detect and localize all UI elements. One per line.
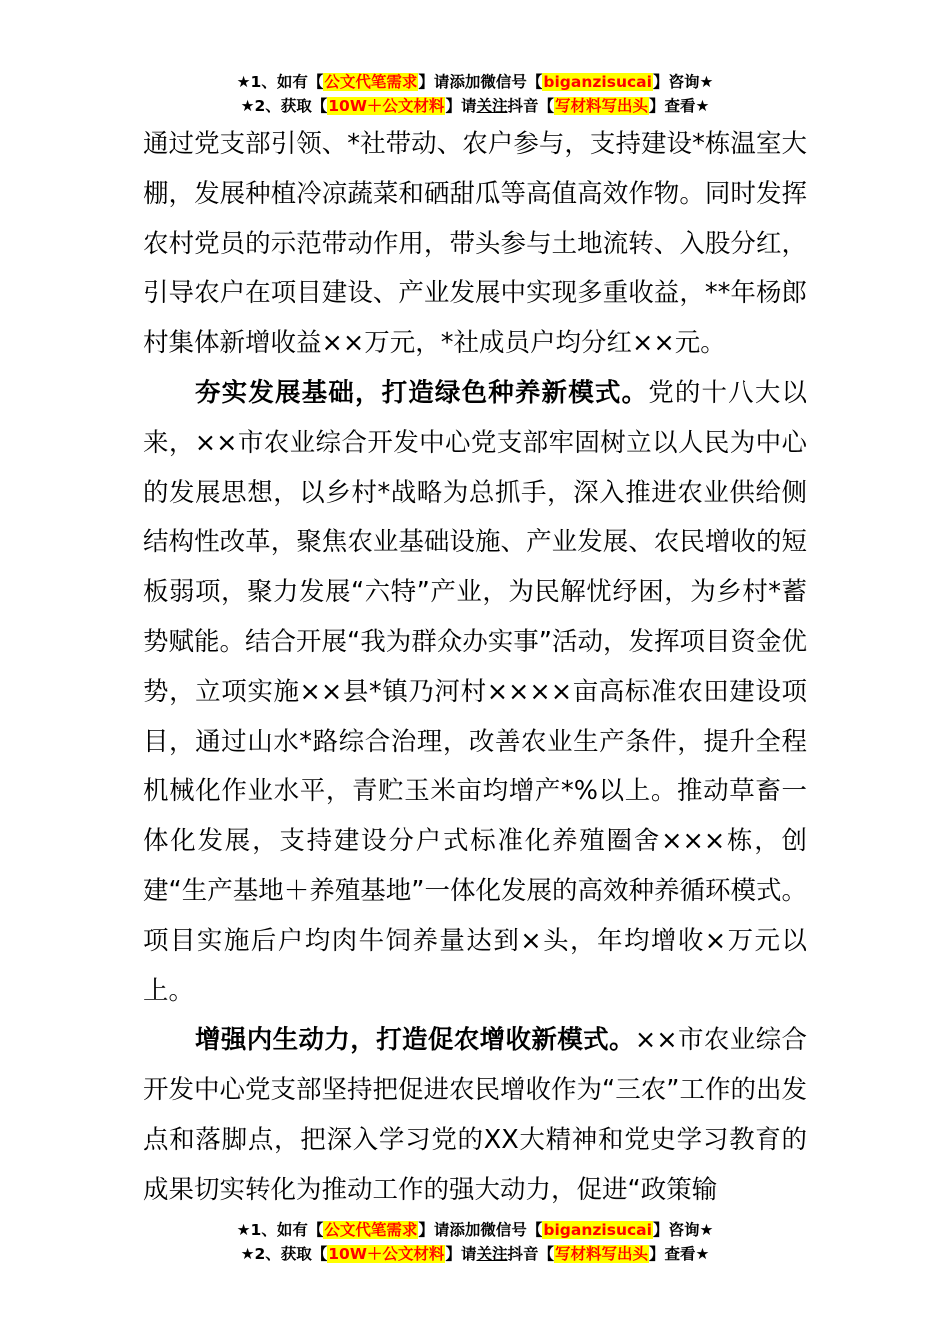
add-emphasis: 添加 — [449, 1221, 481, 1239]
paragraph-3 — [143, 1016, 807, 1215]
header-notice-line-1: ★1、如有【公文代笔需求】请添加微信号【biganzisucai】咨询★ — [236, 73, 714, 91]
follow-emphasis: 关注 — [476, 97, 508, 115]
paragraph-2-heading: 夯实发展基础，打造绿色种养新模式。 — [195, 377, 649, 408]
add-emphasis: 添加 — [449, 73, 481, 91]
offer-highlight: 10W＋公文材料 — [328, 1245, 445, 1263]
document-body — [143, 120, 807, 1216]
header-notice-line-2: ★2、获取【10W＋公文材料】请关注抖音【写材料写出头】查看★ — [240, 97, 710, 115]
paragraph-2-body: 党的十八大以来，××市农业综合开发中心党支部牢固树立以人民为中心的发展思想，以乡村*战略为总抓手，深入推进农业供给侧结构性改革，聚焦农业基础设施、产业发展、农民增收的短板弱项，聚力发展“六特”产业，为民解忧纾困，为乡村*蓄势赋能。结合开展“我为群众办实事”活动，发挥项目资金优势，立项实施××县*镇乃河村××××亩高标准农田建设项目，通过山水*路综合治理，改善农业生产条件，提升全程机械化作业水平，青贮玉米亩均增产*%以上。推动草畜一体化发展，支持建设分户式标准化养殖圈舍×××栋，创建“生产基地＋养殖基地”一体化发展的高效种养循环模式。项目实施后户均肉牛饲养量达到×头，年均增收×万元以上。 — [143, 377, 807, 1006]
offer-highlight: 10W＋公文材料 — [328, 97, 445, 115]
footer-notice — [0, 1218, 950, 1266]
douyin-account: 写材料写出头 — [554, 1245, 648, 1263]
service-highlight: 公文代笔需求 — [324, 73, 418, 91]
footer-notice-line-1: ★1、如有【公文代笔需求】请添加微信号【biganzisucai】咨询★ — [236, 1221, 714, 1239]
paragraph-1: 通过党支部引领、*社带动、农户参与，支持建设*栋温室大棚，发展种植冷凉蔬菜和硒甜瓜等高值高效作物。同时发挥农村党员的示范带动作用，带头参与土地流转、入股分红，引导农户在项目建设、产业发展中实现多重收益，**年杨郎村集体新增收益××万元，*社成员户均分红××元。 — [143, 129, 807, 359]
service-highlight: 公文代笔需求 — [324, 1221, 418, 1239]
wechat-id: biganzisucai — [543, 73, 652, 91]
wechat-id: biganzisucai — [543, 1221, 652, 1239]
paragraph-3-heading: 增强内生动力，打造促农增收新模式。 — [195, 1025, 635, 1056]
paragraph-3-body: ××市农业综合开发中心党支部坚持把促进农民增收作为“三农”工作的出发点和落脚点，把深入学习党的XX大精神和党史学习教育的成果切实转化为推动工作的强大动力，促进“政策输 — [143, 1025, 807, 1205]
paragraph-2 — [143, 369, 807, 1016]
header-notice — [0, 70, 950, 118]
douyin-account: 写材料写出头 — [554, 97, 648, 115]
footer-notice-line-2: ★2、获取【10W＋公文材料】请关注抖音【写材料写出头】查看★ — [240, 1245, 710, 1263]
follow-emphasis: 关注 — [476, 1245, 508, 1263]
